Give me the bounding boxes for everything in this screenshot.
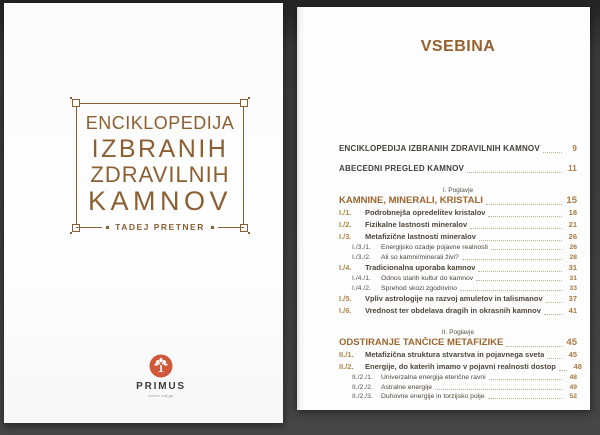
publisher-tagline: dobre knjige bbox=[148, 393, 174, 398]
frame-corner-ornament bbox=[240, 99, 248, 107]
toc-entry-row bbox=[339, 361, 582, 373]
dot-leader bbox=[479, 240, 562, 241]
book-title-line: ENCIKLOPEDIJA bbox=[85, 113, 235, 133]
toc-section-row bbox=[339, 195, 577, 207]
toc-page-number: 45 bbox=[566, 337, 577, 348]
toc-page-number: 49 bbox=[569, 383, 577, 391]
dot-leader bbox=[488, 216, 562, 217]
toc-entry-number: I./4. bbox=[339, 263, 352, 272]
toc-page-number: 9 bbox=[572, 144, 577, 153]
toc-entry-number: I./2. bbox=[339, 220, 352, 229]
book-title-line: ZDRAVILNIH bbox=[90, 162, 230, 187]
toc-entry-number: I./3./1. bbox=[352, 244, 371, 251]
frame-corner-ornament bbox=[72, 99, 80, 107]
toc-entry-row bbox=[339, 163, 577, 175]
book-author-row bbox=[76, 222, 244, 232]
toc-page-number: 28 bbox=[569, 253, 577, 261]
dot-leader bbox=[491, 249, 562, 250]
toc-entry-row bbox=[339, 143, 577, 155]
toc-entry-row bbox=[339, 219, 577, 231]
toc-entry-row bbox=[339, 274, 577, 284]
dot-leader bbox=[544, 314, 562, 315]
dot-leader bbox=[476, 280, 562, 281]
toc-section-row bbox=[339, 337, 577, 349]
publisher-name: PRIMUS bbox=[136, 381, 186, 392]
book-author: TADEJ PRETNER bbox=[115, 222, 205, 232]
toc-page-number: 15 bbox=[566, 195, 577, 206]
toc-entry-number: II./1. bbox=[339, 350, 354, 359]
toc-entry-label: Fizikalne lastnosti mineralov bbox=[365, 220, 468, 229]
toc-entry-row bbox=[339, 305, 577, 317]
dot-leader bbox=[543, 152, 562, 153]
toc-entry-row bbox=[339, 373, 577, 383]
toc-entry-label: Odnos starih kultur do kamnov bbox=[381, 275, 474, 282]
contents-heading: VSEBINA bbox=[420, 38, 496, 55]
toc-page-number: 48 bbox=[573, 362, 582, 371]
toc-entry-label: Vpliv astrologije na razvoj amuletov in talismanov bbox=[365, 294, 543, 303]
dot-leader bbox=[460, 290, 562, 291]
toc-entry-row bbox=[339, 284, 577, 294]
toc-entry-row bbox=[339, 262, 577, 274]
divider bbox=[218, 227, 244, 228]
toc-entry-label: ENCIKLOPEDIJA IZBRANIH ZDRAVILNIH KAMNOV bbox=[339, 144, 540, 153]
toc-page-number: 18 bbox=[568, 208, 577, 217]
toc-entry-number: II./2./1. bbox=[352, 374, 373, 381]
toc-page-number: 48 bbox=[569, 374, 577, 381]
toc-entry-label: Tradicionalna uporaba kamnov bbox=[365, 263, 476, 272]
toc-entry-row bbox=[339, 231, 577, 243]
toc-entry-label: ABECEDNI PREGLED KAMNOV bbox=[339, 164, 465, 173]
toc-entry-number: I./4./1. bbox=[352, 275, 371, 282]
toc-entry-label: KAMNINE, MINERALI, KRISTALI bbox=[339, 195, 483, 206]
toc-page-number: 26 bbox=[568, 232, 577, 241]
dot-leader bbox=[462, 259, 562, 260]
contents-page bbox=[297, 7, 590, 410]
toc-entry-number: I./4./2. bbox=[352, 284, 371, 292]
toc-entry-label: Energije, do katerih imamo v pojavni realnosti dostop bbox=[365, 362, 556, 371]
tree-in-circle-icon bbox=[149, 354, 173, 378]
dot-leader bbox=[478, 271, 562, 272]
dot-leader bbox=[559, 370, 567, 371]
toc-entry-number: I./5. bbox=[339, 294, 352, 303]
dot-leader bbox=[467, 172, 562, 173]
toc-entry-label: Podrobnejša opredelitev kristalov bbox=[365, 208, 486, 217]
book-title-line: KAMNOV bbox=[87, 186, 233, 216]
toc-entry-label: Energijsko ozadje pojavne realnosti bbox=[381, 244, 488, 251]
toc-entry-label: Ali so kamni/minerali živi? bbox=[381, 253, 459, 261]
toc-page-number: 52 bbox=[569, 393, 577, 400]
toc-entry-label: Metafizične lastnosti mineralov bbox=[365, 232, 476, 241]
toc-entry-label: Vrednost ter obdelava dragih in okrasnih kamnov bbox=[365, 306, 541, 315]
toc-entry-row bbox=[339, 349, 577, 361]
toc-page-number: 33 bbox=[569, 284, 577, 292]
chapter-label: I. Poglavje bbox=[442, 187, 474, 194]
toc-page-number: 11 bbox=[568, 164, 577, 173]
toc-entry-row bbox=[339, 207, 577, 219]
divider bbox=[76, 227, 102, 228]
toc-entry-label: Sprehod skozi zgodovino bbox=[381, 284, 457, 292]
toc-page-number: 31 bbox=[569, 275, 577, 282]
toc-entry-row bbox=[339, 293, 577, 305]
toc-entry-number: I./6. bbox=[339, 306, 352, 315]
publisher-block bbox=[131, 354, 191, 398]
title-page bbox=[4, 3, 283, 423]
toc-page-number: 26 bbox=[569, 244, 577, 251]
book-title bbox=[77, 110, 243, 214]
chapter-label: II. Poglavje bbox=[441, 329, 475, 336]
toc-page-number: 31 bbox=[568, 263, 577, 272]
toc-page-number: 37 bbox=[568, 294, 577, 303]
square-bullet-icon bbox=[211, 226, 214, 229]
toc-entry-row bbox=[339, 383, 577, 393]
toc-entry-label: Astralne energije bbox=[381, 383, 433, 391]
dot-leader bbox=[435, 389, 562, 390]
toc-entry-number: I./3. bbox=[339, 232, 352, 241]
dot-leader bbox=[546, 302, 562, 303]
toc-entry-number: II./2./3. bbox=[352, 393, 373, 400]
dot-leader bbox=[547, 358, 562, 359]
toc-entry-number: I./1. bbox=[339, 208, 352, 217]
toc-entry-number: II./2./2. bbox=[352, 383, 373, 391]
toc-entry-label: Duhovne energije in torzijsko polje bbox=[381, 393, 485, 400]
dot-leader bbox=[506, 346, 562, 347]
toc-page-number: 21 bbox=[568, 220, 577, 229]
toc-list bbox=[339, 143, 582, 402]
title-frame bbox=[76, 103, 244, 232]
toc-entry-row bbox=[339, 253, 577, 263]
toc-entry-label: Metafizična struktura stvarstva in pojavnega sveta bbox=[365, 350, 545, 359]
toc-entry-row bbox=[339, 392, 577, 402]
dot-leader bbox=[486, 204, 562, 205]
book-title-line: IZBRANIH bbox=[91, 135, 229, 163]
dot-leader bbox=[470, 228, 562, 229]
toc-entry-number: I./3./2. bbox=[352, 253, 371, 261]
toc-entry-label: Univerzalna energija eterične ravni bbox=[381, 374, 486, 381]
square-bullet-icon bbox=[106, 226, 109, 229]
toc-entry-row bbox=[339, 243, 577, 253]
toc-entry-number: II./2. bbox=[339, 362, 354, 371]
toc-entry-label: ODSTIRANJE TANČICE METAFIZIKE bbox=[339, 337, 504, 348]
toc-page-number: 45 bbox=[568, 350, 577, 359]
toc-page-number: 41 bbox=[568, 306, 577, 315]
dot-leader bbox=[489, 379, 562, 380]
dot-leader bbox=[488, 398, 562, 399]
